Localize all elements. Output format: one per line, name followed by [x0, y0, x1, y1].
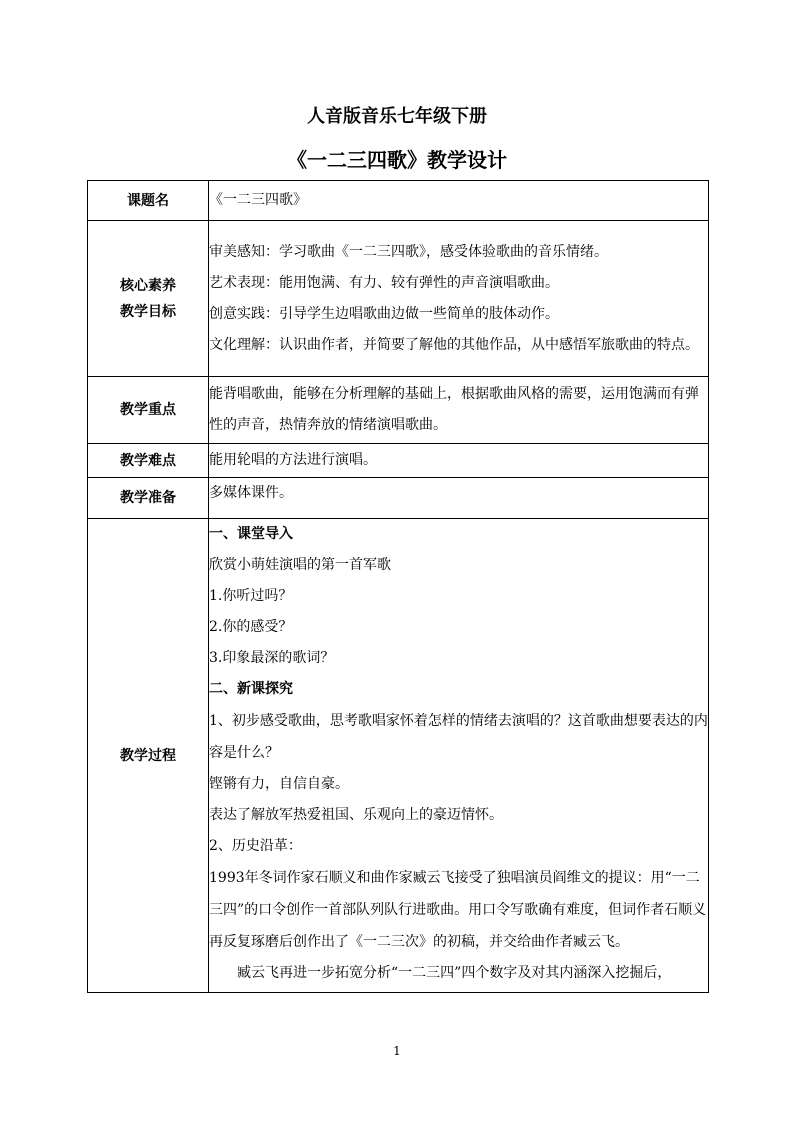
- page-number: 1: [393, 1044, 401, 1058]
- section1-line: 欣赏小萌娃演唱的第一首军歌: [209, 557, 391, 573]
- table-row-key-points: [88, 377, 709, 444]
- difficulties-label: 教学难点: [88, 444, 209, 478]
- table-row-difficulties: [88, 444, 709, 478]
- section1-line: 3.印象最深的歌词？: [209, 650, 335, 666]
- section2-line: 2、历史沿革：: [209, 838, 302, 854]
- difficulties-value: 能用轮唱的方法进行演唱。: [209, 444, 709, 478]
- topic-value: 《一二三四歌》: [209, 181, 709, 221]
- document-title: 人音版音乐七年级下册: [307, 106, 487, 127]
- section1-heading: 一、课堂导入: [209, 526, 293, 542]
- goals-label-line2: 教学目标: [120, 303, 176, 320]
- goal-culture: 文化理解：认识曲作者，并简要了解他的其他作品，从中感悟军旅歌曲的特点。: [209, 336, 699, 353]
- goal-expression: 艺术表现：能用饱满、有力、较有弹性的声音演唱歌曲。: [209, 274, 559, 291]
- goals-label-line1: 核心素养: [120, 277, 176, 294]
- goal-aesthetic: 审美感知：学习歌曲《一二三四歌》，感受体验歌曲的音乐情绪。: [209, 243, 608, 260]
- goals-content: [209, 221, 709, 377]
- table-row-topic: [88, 181, 709, 221]
- preparation-label: 教学准备: [88, 478, 209, 519]
- document-subtitle: 《一二三四歌》教学设计: [287, 148, 507, 172]
- process-content: [209, 519, 709, 993]
- topic-label: 课题名: [88, 181, 209, 221]
- preparation-value: 多媒体课件。: [209, 478, 709, 519]
- table-row-goals: [88, 221, 709, 377]
- section1-line: 2.你的感受？: [209, 619, 293, 635]
- section2-line: 臧云飞再进一步拓宽分析“一二三四”四个数字及对其内涵深入挖掘后，: [237, 965, 672, 981]
- key-points-label: 教学重点: [88, 377, 209, 444]
- table-row-process: [88, 519, 709, 993]
- section2-line: 1993年冬词作家石顺义和曲作家臧云飞接受了独唱演员阎维文的提议：用“一二三四”的口令创作一首部队列队行进歌曲。用口令写歌确有难度，但词作者石顺义再反复琢磨后创作出了《一二三次》的初稿，并交给曲作者臧云飞。: [209, 870, 707, 950]
- section1-line: 1.你听过吗？: [209, 588, 293, 604]
- section2-heading: 二、新课探究: [209, 681, 293, 697]
- table-row-preparation: [88, 478, 709, 519]
- section2-line: 铿锵有力，自信自豪。: [209, 776, 349, 792]
- goals-label: [88, 221, 209, 377]
- section2-line: 表达了解放军热爱祖国、乐观向上的豪迈情怀。: [209, 807, 503, 823]
- key-points-value: 能背唱歌曲，能够在分析理解的基础上，根据歌曲风格的需要，运用饱满而有弹性的声音，热情奔放的情绪演唱歌曲。: [209, 377, 709, 444]
- goal-creative: 创意实践：引导学生边唱歌曲边做一些简单的肢体动作。: [209, 305, 559, 322]
- process-label: 教学过程: [88, 519, 209, 993]
- section2-line: 1、初步感受歌曲，思考歌唱家怀着怎样的情绪去演唱的？这首歌曲想要表达的内容是什么？: [209, 713, 708, 761]
- lesson-plan-table: [87, 180, 709, 993]
